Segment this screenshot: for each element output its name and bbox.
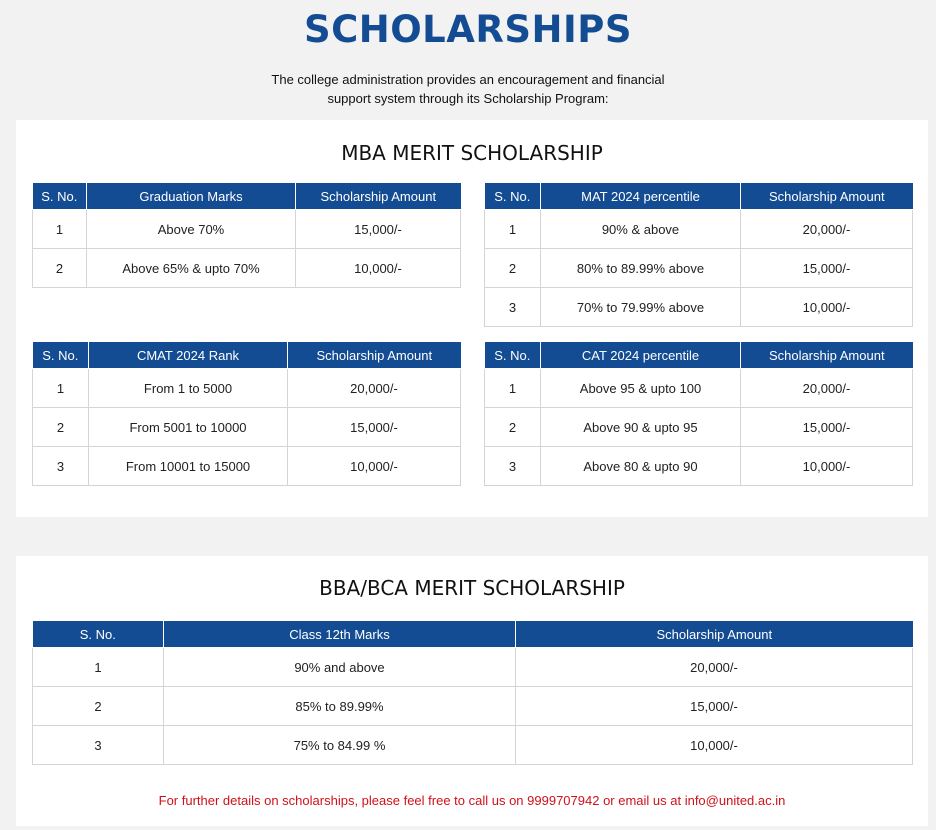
table-cell: From 1 to 5000 <box>89 369 288 408</box>
table-cell: 10,000/- <box>296 249 461 288</box>
table-cell: 2 <box>485 249 541 288</box>
column-header: Scholarship Amount <box>516 621 913 648</box>
column-header: MAT 2024 percentile <box>541 183 741 210</box>
cat-percentile-table <box>484 342 913 486</box>
table-cell: 90% and above <box>164 648 516 687</box>
page-title: SCHOLARSHIPS <box>303 8 633 51</box>
table-row <box>485 210 913 249</box>
table-cell: Above 90 & upto 95 <box>541 408 741 447</box>
table-header-row <box>33 342 461 369</box>
column-header: Scholarship Amount <box>741 342 913 369</box>
table-row <box>33 447 461 486</box>
table-cell: 1 <box>33 648 164 687</box>
table-cell: 2 <box>33 408 89 447</box>
table-row <box>33 210 461 249</box>
contact-note: For further details on scholarships, please feel free to call us on 9999707942 or email us at info@united.ac.in <box>158 793 786 808</box>
column-header: S. No. <box>33 183 87 210</box>
table-cell: 90% & above <box>541 210 741 249</box>
table-cell: Above 65% & upto 70% <box>87 249 296 288</box>
table-cell: 80% to 89.99% above <box>541 249 741 288</box>
table-row <box>485 447 913 486</box>
table-cell: 3 <box>485 288 541 327</box>
table-cell: Above 95 & upto 100 <box>541 369 741 408</box>
table-cell: 15,000/- <box>741 249 913 288</box>
column-header: S. No. <box>485 342 541 369</box>
bba-bca-scholarship-card <box>16 556 928 826</box>
column-header: Scholarship Amount <box>288 342 461 369</box>
bba-section-title: BBA/BCA MERIT SCHOLARSHIP <box>319 576 625 600</box>
mba-scholarship-card <box>16 120 928 517</box>
mba-section-title: MBA MERIT SCHOLARSHIP <box>341 141 603 165</box>
column-header: CAT 2024 percentile <box>541 342 741 369</box>
class-12th-marks-table <box>32 621 913 765</box>
table-row <box>485 288 913 327</box>
column-header: S. No. <box>33 342 89 369</box>
table-cell: 2 <box>33 687 164 726</box>
table-cell: 20,000/- <box>741 210 913 249</box>
column-header: Class 12th Marks <box>164 621 516 648</box>
table-cell: From 5001 to 10000 <box>89 408 288 447</box>
column-header: S. No. <box>33 621 164 648</box>
table-cell: 15,000/- <box>741 408 913 447</box>
column-header: Graduation Marks <box>87 183 296 210</box>
table-cell: 1 <box>33 369 89 408</box>
table-header-row <box>485 183 913 210</box>
table-cell: 3 <box>485 447 541 486</box>
table-cell: 15,000/- <box>516 687 913 726</box>
table-cell: 20,000/- <box>741 369 913 408</box>
table-row <box>485 249 913 288</box>
table-row <box>33 648 913 687</box>
table-cell: 75% to 84.99 % <box>164 726 516 765</box>
table-cell: 10,000/- <box>741 288 913 327</box>
table-row <box>33 408 461 447</box>
table-cell: From 10001 to 15000 <box>89 447 288 486</box>
table-cell: 15,000/- <box>288 408 461 447</box>
table-header-row <box>33 621 913 648</box>
cmat-rank-table <box>32 342 461 486</box>
table-cell: 15,000/- <box>296 210 461 249</box>
column-header: Scholarship Amount <box>741 183 913 210</box>
table-row <box>33 249 461 288</box>
table-row <box>485 369 913 408</box>
table-cell: 10,000/- <box>516 726 913 765</box>
table-cell: 1 <box>33 210 87 249</box>
table-cell: 10,000/- <box>288 447 461 486</box>
table-cell: 3 <box>33 447 89 486</box>
table-cell: 10,000/- <box>741 447 913 486</box>
table-header-row <box>33 183 461 210</box>
table-cell: 1 <box>485 369 541 408</box>
table-cell: Above 80 & upto 90 <box>541 447 741 486</box>
graduation-marks-table <box>32 183 461 288</box>
table-cell: 85% to 89.99% <box>164 687 516 726</box>
table-cell: 2 <box>33 249 87 288</box>
table-cell: 1 <box>485 210 541 249</box>
column-header: CMAT 2024 Rank <box>89 342 288 369</box>
table-cell: 70% to 79.99% above <box>541 288 741 327</box>
table-cell: Above 70% <box>87 210 296 249</box>
mat-percentile-table <box>484 183 913 327</box>
intro-text: The college administration provides an encouragement and financial support system through its Scholarship Program: <box>271 72 665 106</box>
table-cell: 2 <box>485 408 541 447</box>
table-cell: 20,000/- <box>516 648 913 687</box>
table-row <box>33 726 913 765</box>
table-row <box>33 687 913 726</box>
column-header: Scholarship Amount <box>296 183 461 210</box>
column-header: S. No. <box>485 183 541 210</box>
table-row <box>485 408 913 447</box>
table-row <box>33 369 461 408</box>
table-cell: 3 <box>33 726 164 765</box>
table-cell: 20,000/- <box>288 369 461 408</box>
table-header-row <box>485 342 913 369</box>
